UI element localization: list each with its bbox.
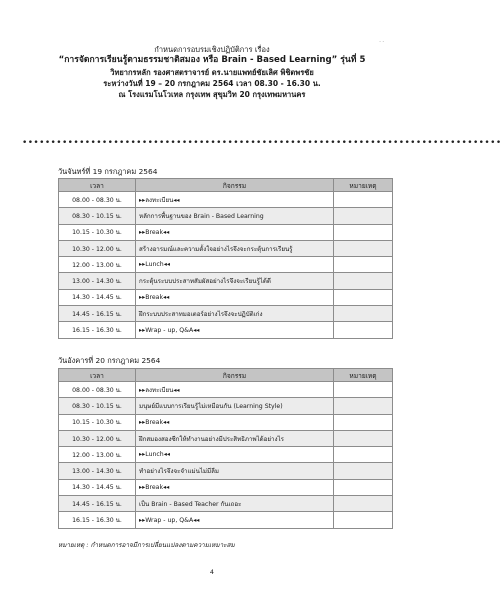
note-cell <box>334 463 393 479</box>
note-cell <box>334 240 393 256</box>
dotted-separator: •••••••••••••••••••••••••••••••••••••••••••••••••••••••••••••••••••••••••••••••••••• <box>22 138 502 148</box>
activity-cell: ฝึกระบบประสาทมอเตอร์อย่างไรจึงจะปฏิบัติเก่ง <box>136 306 334 322</box>
column-header-time: เวลา <box>59 179 136 192</box>
time-cell: 08.30 - 10.15 น. <box>59 208 136 224</box>
activity-cell: ทำอย่างไรจึงจะจำแม่นไม่มีลืม <box>136 463 334 479</box>
note-cell <box>334 382 393 398</box>
table-row <box>59 430 393 446</box>
day2-title: วันอังคารที่ 20 กรกฎาคม 2564 <box>58 356 161 365</box>
note-cell <box>334 192 393 208</box>
time-cell: 08.00 - 08.30 น. <box>59 382 136 398</box>
note-cell <box>334 479 393 495</box>
column-header-activity: กิจกรรม <box>136 179 334 192</box>
table-row <box>59 224 393 240</box>
table-row <box>59 382 393 398</box>
time-cell: 14.30 - 14.45 น. <box>59 479 136 495</box>
note-cell <box>334 447 393 463</box>
time-cell: 14.45 - 16.15 น. <box>59 306 136 322</box>
note-cell <box>334 414 393 430</box>
activity-cell: ▸▸Lunch◂◂ <box>136 257 334 273</box>
header-line-title: กำหนดการอบรมเชิงปฏิบัติการ เรื่อง <box>154 45 270 54</box>
table-row <box>59 398 393 414</box>
header-line-venue: ณ โรงแรมโนโวเทล กรุงเทพ สุขุมวิท 20 กรุงเทพมหานคร <box>118 90 306 100</box>
time-cell: 16.15 - 16.30 น. <box>59 512 136 528</box>
time-cell: 13.00 - 14.30 น. <box>59 273 136 289</box>
activity-cell: ▸▸Break◂◂ <box>136 224 334 240</box>
activity-cell: ▸▸ลงทะเบียน◂◂ <box>136 382 334 398</box>
header-line-dates: ระหว่างวันที่ 19 – 20 กรกฎาคม 2564 เวลา 08.30 - 16.30 น. <box>103 79 321 88</box>
time-cell: 10.15 - 10.30 น. <box>59 414 136 430</box>
document-header <box>20 44 404 100</box>
note-cell <box>334 398 393 414</box>
table-header-row <box>59 369 393 382</box>
table-row <box>59 306 393 322</box>
note-cell <box>334 496 393 512</box>
note-cell <box>334 430 393 446</box>
activity-cell: หลักการพื้นฐานของ Brain - Based Learning <box>136 208 334 224</box>
table-row <box>59 414 393 430</box>
time-cell: 14.30 - 14.45 น. <box>59 289 136 305</box>
day1-title: วันจันทร์ที่ 19 กรกฎาคม 2564 <box>58 167 158 176</box>
activity-cell: กระตุ้นระบบประสาทสัมผัสอย่างไรจึงจะเรียนรู้ได้ดี <box>136 273 334 289</box>
activity-cell: สร้างอารมณ์และความตั้งใจอย่างไรจึงจะกระตุ้นการเรียนรู้ <box>136 240 334 256</box>
column-header-time: เวลา <box>59 369 136 382</box>
column-header-note: หมายเหตุ <box>334 179 393 192</box>
table-row <box>59 496 393 512</box>
table-row <box>59 447 393 463</box>
table-row <box>59 512 393 528</box>
time-cell: 10.30 - 12.00 น. <box>59 240 136 256</box>
column-header-note: หมายเหตุ <box>334 369 393 382</box>
corner-mark: · · <box>379 39 384 45</box>
footnote: หมายเหตุ : กำหนดการอาจมีการเปลี่ยนแปลงตามความเหมาะสม <box>58 541 235 549</box>
activity-cell: ▸▸Wrap - up, Q&A◂◂ <box>136 512 334 528</box>
time-cell: 10.15 - 10.30 น. <box>59 224 136 240</box>
table-row <box>59 322 393 338</box>
note-cell <box>334 273 393 289</box>
note-cell <box>334 224 393 240</box>
day2-schedule-table <box>58 368 393 529</box>
activity-cell: ▸▸Break◂◂ <box>136 289 334 305</box>
time-cell: 08.30 - 10.15 น. <box>59 398 136 414</box>
activity-cell: ฝึกสมองสองซีกให้ทำงานอย่างมีประสิทธิภาพได้อย่างไร <box>136 430 334 446</box>
day1-schedule-table <box>58 178 393 339</box>
note-cell <box>334 512 393 528</box>
column-header-activity: กิจกรรม <box>136 369 334 382</box>
time-cell: 13.00 - 14.30 น. <box>59 463 136 479</box>
page-number: 4 <box>209 568 215 576</box>
note-cell <box>334 289 393 305</box>
time-cell: 12.00 - 13.00 น. <box>59 447 136 463</box>
time-cell: 14.45 - 16.15 น. <box>59 496 136 512</box>
table-row <box>59 240 393 256</box>
time-cell: 10.30 - 12.00 น. <box>59 430 136 446</box>
activity-cell: ▸▸Break◂◂ <box>136 479 334 495</box>
activity-cell: ▸▸Break◂◂ <box>136 414 334 430</box>
table-row <box>59 479 393 495</box>
activity-cell: เป็น Brain - Based Teacher กันเถอะ <box>136 496 334 512</box>
activity-cell: ▸▸Lunch◂◂ <box>136 447 334 463</box>
table-row <box>59 208 393 224</box>
note-cell <box>334 306 393 322</box>
note-cell <box>334 257 393 273</box>
note-cell <box>334 208 393 224</box>
activity-cell: ▸▸ลงทะเบียน◂◂ <box>136 192 334 208</box>
time-cell: 12.00 - 13.00 น. <box>59 257 136 273</box>
table-row <box>59 463 393 479</box>
note-cell <box>334 322 393 338</box>
activity-cell: ▸▸Wrap - up, Q&A◂◂ <box>136 322 334 338</box>
table-row <box>59 192 393 208</box>
table-row <box>59 289 393 305</box>
header-line-course: “การจัดการเรียนรู้ตามธรรมชาติสมอง หรือ Brain - Based Learning” รุ่นที่ 5 <box>58 55 366 66</box>
table-header-row <box>59 179 393 192</box>
time-cell: 08.00 - 08.30 น. <box>59 192 136 208</box>
table-row <box>59 257 393 273</box>
time-cell: 16.15 - 16.30 น. <box>59 322 136 338</box>
header-line-speaker: วิทยากรหลัก รองศาสตราจารย์ ดร.นายแพทย์ชัยเลิศ พิชิตพรชัย <box>110 67 314 77</box>
table-row <box>59 273 393 289</box>
activity-cell: มนุษย์มีแบบการเรียนรู้ไม่เหมือนกัน (Learning Style) <box>136 398 334 414</box>
